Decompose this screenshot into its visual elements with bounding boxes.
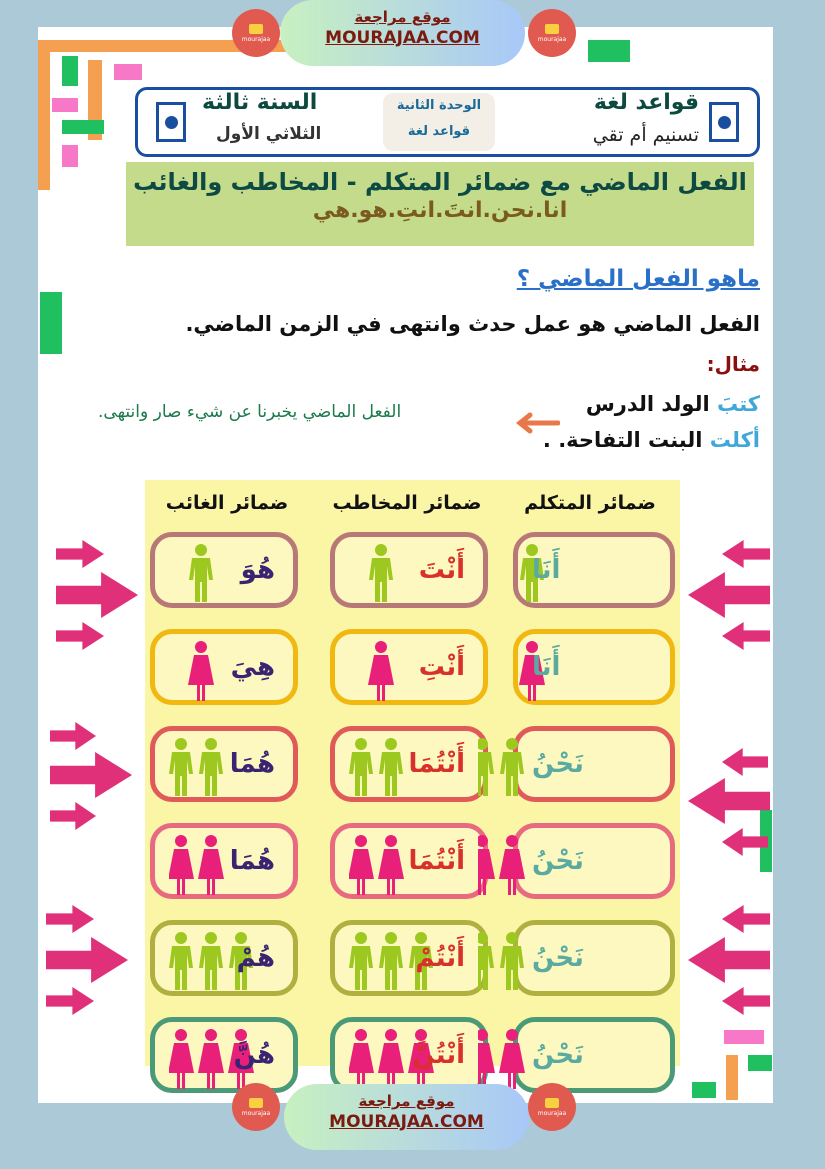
pronoun: هِيَ bbox=[230, 652, 275, 682]
site-banner-bottom[interactable] bbox=[284, 1084, 529, 1150]
decor-bar bbox=[38, 40, 50, 190]
pronoun-cell-absent bbox=[150, 629, 298, 705]
header-ornament bbox=[709, 102, 739, 142]
arrow-right-icon bbox=[46, 937, 128, 983]
pronoun-cell-speaker bbox=[513, 823, 675, 899]
pronoun-cell-speaker bbox=[513, 1017, 675, 1093]
pronoun-cell-speaker bbox=[513, 920, 675, 996]
teacher-name: تسنيم أم تقي bbox=[592, 124, 699, 146]
example-note: الفعل الماضي يخبرنا عن شيء صار وانتهى. bbox=[98, 402, 402, 422]
pronoun: أَنْتُنَّ bbox=[412, 1040, 465, 1070]
pronoun: أَنْتِ bbox=[418, 652, 465, 682]
lesson-title: الفعل الماضي مع ضمائر المتكلم - المخاطب والغائب bbox=[133, 168, 747, 196]
unit-badge bbox=[383, 93, 495, 151]
example-1 bbox=[586, 392, 760, 416]
arrow-left-icon bbox=[688, 778, 770, 824]
arrow-right-icon bbox=[56, 540, 104, 568]
header-ornament bbox=[156, 102, 186, 142]
site-logo: mourajaa bbox=[232, 1083, 280, 1131]
pronoun-cell-speaker bbox=[513, 726, 675, 802]
worksheet-header bbox=[135, 87, 760, 157]
pronoun: أَنْتُمَا bbox=[408, 846, 465, 876]
arrow-left-icon bbox=[688, 572, 770, 618]
pronoun-cell-absent bbox=[150, 726, 298, 802]
pronoun-cell-speaker bbox=[513, 532, 675, 608]
site-domain[interactable]: MOURAJAA.COM bbox=[325, 28, 480, 48]
example-text: البنت التفاحة. . bbox=[542, 428, 710, 452]
pronoun: هُمَا bbox=[229, 846, 275, 876]
pronoun: نَحْنُ bbox=[532, 749, 584, 779]
pronoun-chart bbox=[145, 480, 680, 1070]
decor-bar bbox=[588, 40, 630, 62]
arrow-right-icon bbox=[56, 572, 138, 618]
pronoun-cell-addressee bbox=[330, 823, 488, 899]
arrow-left-icon bbox=[688, 937, 770, 983]
decor-bar bbox=[40, 292, 62, 354]
example-text: الولد الدرس bbox=[585, 392, 717, 416]
decor-bar bbox=[62, 56, 78, 86]
decor-bar bbox=[62, 145, 78, 167]
arrow-left-icon bbox=[514, 412, 560, 434]
definition: الفعل الماضي هو عمل حدث وانتهى في الزمن الماضي. bbox=[185, 312, 760, 336]
arrow-right-icon bbox=[46, 905, 94, 933]
arrow-left-icon bbox=[722, 987, 770, 1015]
pronoun-cell-addressee bbox=[330, 532, 488, 608]
example-2 bbox=[543, 428, 760, 452]
pronoun-cell-absent bbox=[150, 823, 298, 899]
site-name[interactable]: موقع مراجعة bbox=[354, 8, 451, 26]
arrow-left-icon bbox=[722, 622, 770, 650]
pronoun: هُوَ bbox=[240, 555, 275, 585]
site-logo: mourajaa bbox=[232, 9, 280, 57]
pronoun-cell-absent bbox=[150, 1017, 298, 1093]
unit-sub: قواعد لغة bbox=[407, 124, 471, 139]
pronoun-cell-addressee bbox=[330, 920, 488, 996]
example-label: مثال: bbox=[706, 352, 760, 376]
arrow-right-icon bbox=[50, 752, 132, 798]
pronoun: هُمَا bbox=[229, 749, 275, 779]
column-header-absent: ضمائر الغائب bbox=[165, 492, 289, 514]
pronoun-list: انا.نحن.انتَ.انتِ.هو.هي bbox=[312, 198, 568, 223]
arrow-right-icon bbox=[46, 987, 94, 1015]
decor-bar bbox=[748, 1055, 772, 1071]
arrow-right-icon bbox=[50, 722, 96, 750]
site-logo: mourajaa bbox=[528, 9, 576, 57]
pronoun-cell-absent bbox=[150, 920, 298, 996]
pronoun: أَنَا bbox=[532, 555, 561, 585]
arrow-right-icon bbox=[56, 622, 104, 650]
pronoun-cell-addressee bbox=[330, 726, 488, 802]
pronoun: أَنْتُمَا bbox=[408, 749, 465, 779]
decor-bar bbox=[52, 98, 78, 112]
arrow-left-icon bbox=[722, 828, 768, 856]
question-heading: ماهو الفعل الماضي ؟ bbox=[516, 266, 760, 292]
column-header-addressee: ضمائر المخاطب bbox=[332, 492, 482, 514]
pronoun: هُنَّ bbox=[233, 1040, 275, 1070]
site-name[interactable]: موقع مراجعة bbox=[358, 1092, 455, 1110]
unit-label: الوحدة الثانية bbox=[396, 98, 482, 113]
column-header-speaker: ضمائر المتكلم bbox=[524, 492, 656, 514]
pronoun-cell-addressee bbox=[330, 1017, 488, 1093]
pronoun-cell-addressee bbox=[330, 629, 488, 705]
pronoun-cell-speaker bbox=[513, 629, 675, 705]
example-verb: أكلت bbox=[709, 428, 760, 452]
decor-bar bbox=[726, 1055, 738, 1100]
arrow-left-icon bbox=[722, 905, 770, 933]
pronoun: هُمْ bbox=[236, 943, 275, 973]
pronoun: نَحْنُ bbox=[532, 846, 584, 876]
pronoun-cell-absent bbox=[150, 532, 298, 608]
subject: قواعد لغة bbox=[593, 90, 699, 115]
grade: السنة ثالثة bbox=[202, 90, 318, 115]
pronoun: أَنْتَ bbox=[418, 555, 465, 585]
pronoun: أَنْتُمْ bbox=[415, 943, 465, 973]
example-verb: كتبَ bbox=[716, 392, 760, 416]
site-banner-top[interactable] bbox=[280, 0, 525, 66]
pronoun: أَنَا bbox=[532, 652, 561, 682]
arrow-left-icon bbox=[722, 540, 770, 568]
arrow-left-icon bbox=[722, 748, 768, 776]
term: الثلاثي الأول bbox=[216, 124, 322, 144]
site-logo: mourajaa bbox=[528, 1083, 576, 1131]
decor-bar bbox=[114, 64, 142, 80]
arrow-right-icon bbox=[50, 802, 96, 830]
decor-bar bbox=[724, 1030, 764, 1044]
pronoun: نَحْنُ bbox=[532, 943, 584, 973]
decor-bar bbox=[62, 120, 104, 134]
site-domain[interactable]: MOURAJAA.COM bbox=[329, 1112, 484, 1132]
decor-bar bbox=[692, 1082, 716, 1098]
lesson-title-box bbox=[126, 162, 754, 246]
pronoun: نَحْنُ bbox=[532, 1040, 584, 1070]
